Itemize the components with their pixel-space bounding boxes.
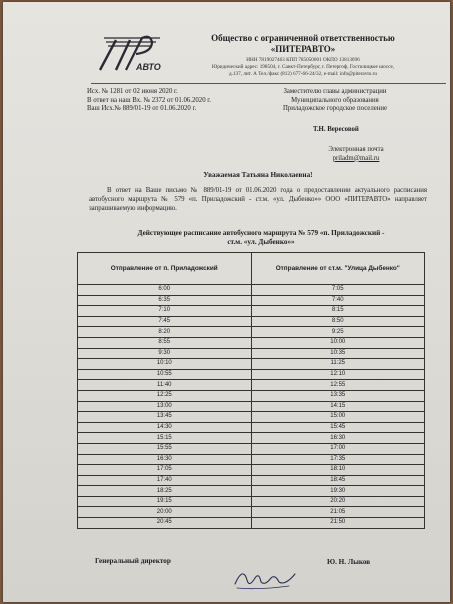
departure-dybenko: 21:50 — [251, 518, 425, 529]
departure-dybenko: 17:35 — [251, 454, 425, 465]
org-line1: Общество с ограниченной ответственностью — [211, 33, 395, 43]
departure-priladozhsky: 6:00 — [78, 285, 252, 296]
addressee-line2: Муниципального образования — [291, 96, 379, 104]
departure-priladozhsky: 7:45 — [78, 316, 252, 327]
departure-priladozhsky: 16:30 — [78, 454, 252, 465]
departure-dybenko: 11:25 — [251, 359, 425, 370]
departure-dybenko: 13:35 — [251, 390, 425, 401]
departure-dybenko: 18:45 — [251, 475, 425, 486]
details-line1: ИНН 7819027463 КПП 785050001 ОКПО 13813696 — [246, 57, 360, 63]
reference-your-number: Ваш Исх.№ 889/01-19 от 01.06.2020 г. — [87, 105, 197, 113]
addressee-line3: Приладожское городское поселение — [282, 105, 388, 113]
table-row — [78, 443, 425, 454]
departure-priladozhsky: 10:10 — [78, 359, 252, 370]
table-row — [78, 486, 425, 497]
email-label: Электронная почта — [328, 146, 384, 153]
departure-dybenko: 19:30 — [251, 486, 425, 497]
departure-priladozhsky: 15:55 — [78, 443, 252, 454]
departure-priladozhsky: 17:40 — [78, 475, 252, 486]
table-row — [78, 412, 425, 423]
departure-priladozhsky: 11:40 — [78, 380, 252, 391]
departure-priladozhsky: 6:35 — [78, 295, 252, 306]
schedule-title-line1: Действующее расписание автобусного маршрута № 579 «п. Приладожский - — [137, 229, 385, 237]
reference-reply-to: В ответ на наш Вх. № 2372 от 01.06.2020 г. — [87, 96, 212, 104]
table-row — [78, 369, 425, 380]
departure-priladozhsky: 15:15 — [78, 433, 252, 444]
departure-priladozhsky: 9:30 — [78, 348, 252, 359]
handwritten-signature — [229, 560, 303, 594]
table-row — [78, 285, 425, 296]
departure-dybenko: 16:30 — [251, 433, 425, 444]
piteravto-logo — [96, 26, 166, 76]
table-row — [78, 390, 425, 401]
column-header-priladozhsky: Отправление от п. Приладожский — [78, 253, 252, 285]
signer-name: Ю. Н. Лыков — [327, 558, 371, 566]
departure-dybenko: 14:15 — [251, 401, 425, 412]
organization-name — [173, 33, 433, 55]
addressee-line1: Заместителю главы администрации — [283, 88, 387, 95]
table-row — [78, 337, 425, 348]
schedule-header-row — [78, 253, 425, 285]
addressee-block — [239, 88, 431, 114]
departure-priladozhsky: 19:15 — [78, 496, 252, 507]
departure-priladozhsky: 13:00 — [78, 401, 252, 412]
departure-dybenko: 21:05 — [251, 507, 425, 518]
details-line3: д.137, лит. А Тел./факс (812) 677-66-24/32, e-mail: info@piteravto.ru — [229, 71, 377, 77]
table-row — [78, 496, 425, 507]
signer-title: Генеральный директор — [95, 557, 171, 565]
departure-priladozhsky: 10:55 — [78, 369, 252, 380]
departure-priladozhsky: 12:25 — [78, 390, 252, 401]
reference-block — [87, 88, 211, 114]
details-line2: Юридический адрес: 198504, г. Санкт-Петербург, г. Петергоф, Гостилицкое шоссе, — [211, 64, 395, 70]
table-row — [78, 348, 425, 359]
departure-dybenko: 12:55 — [251, 380, 425, 391]
table-row — [78, 518, 425, 529]
org-line2: «ПИТЕРАВТО» — [270, 44, 336, 54]
departure-dybenko: 18:10 — [251, 465, 425, 476]
table-row — [78, 465, 425, 476]
table-row — [78, 475, 425, 486]
departure-priladozhsky: 8:20 — [78, 327, 252, 338]
departure-dybenko: 20:20 — [251, 496, 425, 507]
table-row — [78, 422, 425, 433]
departure-dybenko: 7:40 — [251, 295, 425, 306]
departure-dybenko: 15:00 — [251, 412, 425, 423]
reference-outgoing: Исх. № 1281 от 02 июня 2020 г. — [87, 88, 178, 95]
departure-dybenko: 12:10 — [251, 369, 425, 380]
table-row — [78, 327, 425, 338]
table-row — [78, 306, 425, 317]
table-row — [78, 359, 425, 370]
schedule-title — [81, 229, 441, 247]
departure-priladozhsky: 14:30 — [78, 422, 252, 433]
letter-body: В ответ на Ваше письмо № 889/01-19 от 01.06.2020 года о предоставлении актуального расписания автобусного маршрута № 579 «п. Приладожский - ст.м. «ул. Дыбенко»» ООО «ПИТЕРАВТО» направляет запрашиваемую информацию. — [89, 187, 427, 212]
departure-priladozhsky: 13:45 — [78, 412, 252, 423]
departure-dybenko: 7:05 — [251, 285, 425, 296]
departure-priladozhsky: 7:10 — [78, 306, 252, 317]
schedule-body — [78, 285, 425, 529]
departure-dybenko: 17:00 — [251, 443, 425, 454]
table-row — [78, 454, 425, 465]
departure-dybenko: 15:45 — [251, 422, 425, 433]
letter-page — [3, 2, 450, 602]
departure-dybenko: 10:00 — [251, 337, 425, 348]
addressee-name: Т.Н. Вересовой — [313, 126, 359, 133]
departure-priladozhsky: 20:00 — [78, 507, 252, 518]
departure-dybenko: 8:15 — [251, 306, 425, 317]
column-header-dybenko: Отправление от ст.м. "Улица Дыбенко" — [251, 253, 425, 285]
organization-details — [173, 57, 433, 78]
departure-priladozhsky: 8:55 — [78, 337, 252, 348]
departure-priladozhsky: 20:45 — [78, 518, 252, 529]
table-row — [78, 507, 425, 518]
svg-text:АВТО: АВТО — [136, 62, 161, 72]
table-row — [78, 401, 425, 412]
table-row — [78, 316, 425, 327]
table-row — [78, 380, 425, 391]
email-block — [321, 146, 391, 163]
email-address[interactable]: priladm@mail.ru — [332, 154, 380, 162]
departure-priladozhsky: 17:05 — [78, 465, 252, 476]
schedule-title-line2: ст.м. «ул. Дыбенко»» — [227, 238, 295, 246]
departure-dybenko: 10:35 — [251, 348, 425, 359]
departure-dybenko: 9:25 — [251, 327, 425, 338]
departure-dybenko: 8:50 — [251, 316, 425, 327]
schedule-table — [77, 252, 425, 529]
table-row — [78, 433, 425, 444]
departure-priladozhsky: 18:25 — [78, 486, 252, 497]
salutation: Уважаемая Татьяна Николаевна! — [203, 171, 313, 179]
table-row — [78, 295, 425, 306]
header-divider — [91, 83, 446, 84]
